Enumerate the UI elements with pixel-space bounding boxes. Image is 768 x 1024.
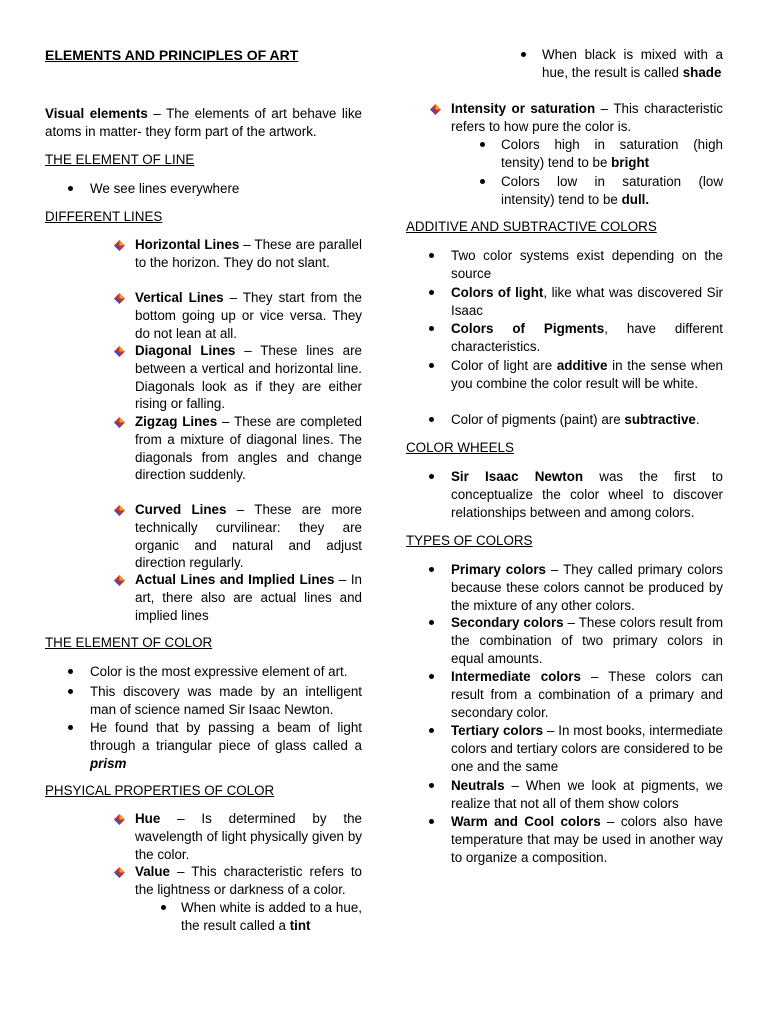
bullet-dot	[429, 728, 434, 733]
list-item-term: Curved Lines	[135, 502, 227, 517]
arrow-bullet-icon	[429, 103, 442, 116]
different-lines-heading: DIFFERENT LINES	[45, 209, 163, 224]
list-item-term: Vertical Lines	[135, 290, 224, 305]
type-text: – These colors result from the combination of two primary colors in equal amounts.	[451, 615, 723, 666]
type-text: – When we look at pigments, we realize that not all of them show colors	[451, 778, 723, 811]
list-item-value	[113, 863, 362, 899]
bullet-dot	[429, 253, 434, 258]
additive-bullet	[406, 411, 723, 429]
bullet-dot	[429, 783, 434, 788]
type-bullet-body	[451, 614, 723, 667]
bullet-dot	[480, 142, 485, 147]
type-text: – These colors can result from a combination of a primary and secondary color.	[451, 669, 723, 720]
type-term: Neutrals	[451, 778, 505, 793]
arrow-bullet-icon	[113, 292, 126, 305]
additive-pre: Color of light are	[451, 358, 557, 373]
physical-properties-heading: PHSYICAL PROPERTIES OF COLOR	[45, 783, 275, 798]
shade-term: shade	[682, 64, 722, 80]
additive-bullet-body	[451, 357, 723, 393]
list-item-term: Horizontal Lines	[135, 237, 240, 252]
color-bullet	[45, 663, 362, 681]
intensity-sub-term: bright	[611, 154, 650, 170]
bullet-dot	[521, 52, 526, 57]
tint-term: tint	[289, 917, 311, 933]
bullet-dot	[68, 689, 73, 694]
prism-term: prism	[90, 755, 127, 771]
type-bullet-body	[451, 722, 723, 775]
additive-pre: Color of pigments (paint) are	[451, 412, 625, 427]
list-item-body	[135, 413, 362, 484]
visual-elements-text: – The elements of art behave like atoms in matter- they form part of the artwork.	[45, 106, 362, 139]
list-item-body	[451, 100, 723, 136]
additive-bullet	[406, 284, 723, 320]
wheels-term: Sir Isaac Newton	[451, 469, 584, 484]
element-of-line-heading: THE ELEMENT OF LINE	[45, 152, 195, 167]
color-bullet-text: He found that by passing a beam of light through a triangular piece of glass called a	[90, 720, 362, 753]
additive-bullet-body	[451, 320, 723, 356]
visual-elements-paragraph	[45, 105, 362, 141]
type-bullet-tertiary	[406, 722, 723, 775]
additive-term: Colors of Pigments	[451, 321, 605, 336]
document-title: ELEMENTS AND PRINCIPLES OF ART	[45, 47, 299, 63]
tint-bullet	[158, 899, 362, 935]
type-term: Intermediate colors	[451, 669, 581, 684]
list-item-term: Value	[135, 864, 170, 879]
type-term: Primary colors	[451, 562, 546, 577]
list-item-text: – These are parallel to the horizon. They do not slant.	[135, 237, 362, 270]
type-term: Warm and Cool colors	[451, 814, 601, 829]
list-item-term: Hue	[135, 811, 161, 826]
shade-bullet	[518, 46, 723, 82]
color-bullet	[45, 719, 362, 772]
type-term: Tertiary colors	[451, 723, 544, 738]
type-bullet-body	[451, 561, 723, 614]
arrow-bullet-icon	[113, 504, 126, 517]
bullet-dot	[429, 567, 434, 572]
bullet-dot	[429, 326, 434, 331]
additive-bullet-body	[451, 247, 723, 283]
type-bullet-secondary	[406, 614, 723, 667]
bullet-dot	[68, 725, 73, 730]
color-wheels-heading: COLOR WHEELS	[406, 440, 514, 455]
intensity-sub-text: Colors low in saturation (low intensity) tend to be	[501, 174, 723, 207]
bullet-dot	[480, 179, 485, 184]
intensity-sub-body	[501, 136, 723, 172]
list-item-horizontal-lines	[113, 236, 362, 272]
list-item-term: Actual Lines and Implied Lines	[135, 572, 335, 587]
type-term: Secondary colors	[451, 615, 564, 630]
list-item-body	[135, 571, 362, 624]
color-bullet-text: Color is the most expressive element of art.	[90, 664, 348, 679]
additive-pre: Two color systems exist depending on the source	[451, 248, 723, 281]
bullet-dot	[161, 905, 166, 910]
list-item-text: – Is determined by the wavelength of light physically given by the color.	[135, 811, 362, 862]
additive-post: , like what was discovered Sir Isaac	[451, 285, 724, 318]
additive-subtractive-heading: ADDITIVE AND SUBTRACTIVE COLORS	[406, 219, 657, 234]
arrow-bullet-icon	[113, 574, 126, 587]
type-bullet-body	[451, 813, 723, 866]
type-text: – colors also have temperature that may be used in another way to organize a composition.	[451, 814, 723, 865]
list-item-text: – In art, there also are actual lines and implied lines	[135, 572, 362, 623]
list-item-body	[135, 863, 362, 899]
color-bullet-text: This discovery was made by an intelligent man of science named Sir Isaac Newton.	[90, 684, 362, 717]
tint-bullet-body	[181, 899, 362, 935]
bullet-dot	[429, 290, 434, 295]
arrow-bullet-icon	[113, 416, 126, 429]
bullet-dot	[68, 186, 73, 191]
list-item-body	[135, 810, 362, 863]
list-item-text: – These are completed from a mixture of diagonal lines. The diagonals from angles and change direction suddenly.	[135, 414, 362, 483]
list-item-text: – These are more technically curvilinear: they are organic and natural and adjust direction regularly.	[135, 502, 362, 571]
list-item-term: Zigzag Lines	[135, 414, 218, 429]
arrow-bullet-icon	[113, 813, 126, 826]
bullet-dot	[68, 669, 73, 674]
list-item-text: – This characteristic refers to the lightness or darkness of a color.	[135, 864, 362, 897]
list-item-curved-lines	[113, 501, 362, 572]
shade-bullet-body	[542, 46, 723, 82]
list-item-text: – These lines are between a vertical and horizontal line. Diagonals look as if they are either rising or falling.	[135, 343, 362, 412]
wheels-bullet	[406, 468, 723, 521]
bullet-dot	[429, 474, 434, 479]
shade-text: When black is mixed with a hue, the result is called	[542, 47, 723, 80]
type-text: – They called primary colors because these colors cannot be produced by the mixture of any other colors.	[451, 562, 724, 613]
intensity-sub-bullet	[477, 136, 723, 172]
element-of-color-heading: THE ELEMENT OF COLOR	[45, 635, 213, 650]
type-bullet-neutrals	[406, 777, 723, 813]
intensity-sub-term: dull.	[621, 191, 650, 207]
additive-post: in the sense when you combine the color result will be white.	[451, 358, 723, 391]
bullet-dot	[429, 819, 434, 824]
list-item-term: Diagonal Lines	[135, 343, 236, 358]
arrow-bullet-icon	[113, 866, 126, 879]
type-text: – In most books, intermediate colors and tertiary colors are considered to be one and the same	[451, 723, 723, 774]
intensity-sub-body	[501, 173, 723, 209]
bullet-dot	[429, 620, 434, 625]
additive-bullet	[406, 247, 723, 283]
list-item-hue	[113, 810, 362, 863]
list-item-term: Intensity or saturation	[451, 101, 596, 116]
type-bullet-primary	[406, 561, 723, 614]
bullet-dot	[429, 674, 434, 679]
type-bullet-body	[451, 668, 723, 721]
bullet-dot	[429, 363, 434, 368]
additive-term: additive	[556, 358, 608, 373]
visual-elements-term: Visual elements	[45, 106, 148, 121]
list-item-body	[135, 501, 362, 572]
list-item-diagonal-lines	[113, 342, 362, 413]
intensity-sub-bullet	[477, 173, 723, 209]
list-item-text: – This characteristic refers to how pure the color is.	[451, 101, 723, 134]
type-bullet-intermediate	[406, 668, 723, 721]
additive-bullet	[406, 357, 723, 393]
additive-bullet-body	[451, 411, 723, 429]
wheels-bullet-body	[451, 468, 723, 521]
additive-post: .	[695, 412, 700, 427]
type-bullet-warm-cool	[406, 813, 723, 866]
list-item-body	[135, 289, 362, 342]
list-item-zigzag-lines	[113, 413, 362, 484]
additive-post: , have different characteristics.	[451, 321, 724, 354]
color-bullet	[45, 683, 362, 719]
list-item-text: – They start from the bottom going up or vice versa. They do not lean at all.	[135, 290, 363, 341]
additive-bullet	[406, 320, 723, 356]
tint-text: When white is added to a hue, the result called a	[181, 900, 362, 933]
line-bullet-text: We see lines everywhere	[90, 181, 240, 196]
color-bullet-body	[90, 719, 362, 772]
bullet-dot	[429, 417, 434, 422]
list-item-body	[135, 236, 362, 272]
list-item-actual-implied-lines	[113, 571, 362, 624]
arrow-bullet-icon	[113, 239, 126, 252]
additive-bullet-body	[451, 284, 723, 320]
additive-term: Colors of light	[451, 285, 544, 300]
type-bullet-body	[451, 777, 723, 813]
list-item-vertical-lines	[113, 289, 362, 342]
types-of-colors-heading: TYPES OF COLORS	[406, 533, 533, 548]
intensity-sub-text: Colors high in saturation (high tensity) tend to be	[501, 137, 723, 170]
arrow-bullet-icon	[113, 345, 126, 358]
list-item-body	[135, 342, 362, 413]
additive-term: subtractive	[624, 412, 696, 427]
list-item-intensity	[429, 100, 723, 136]
wheels-text: was the first to conceptualize the color wheel to discover relationships between and among colors.	[451, 469, 723, 520]
